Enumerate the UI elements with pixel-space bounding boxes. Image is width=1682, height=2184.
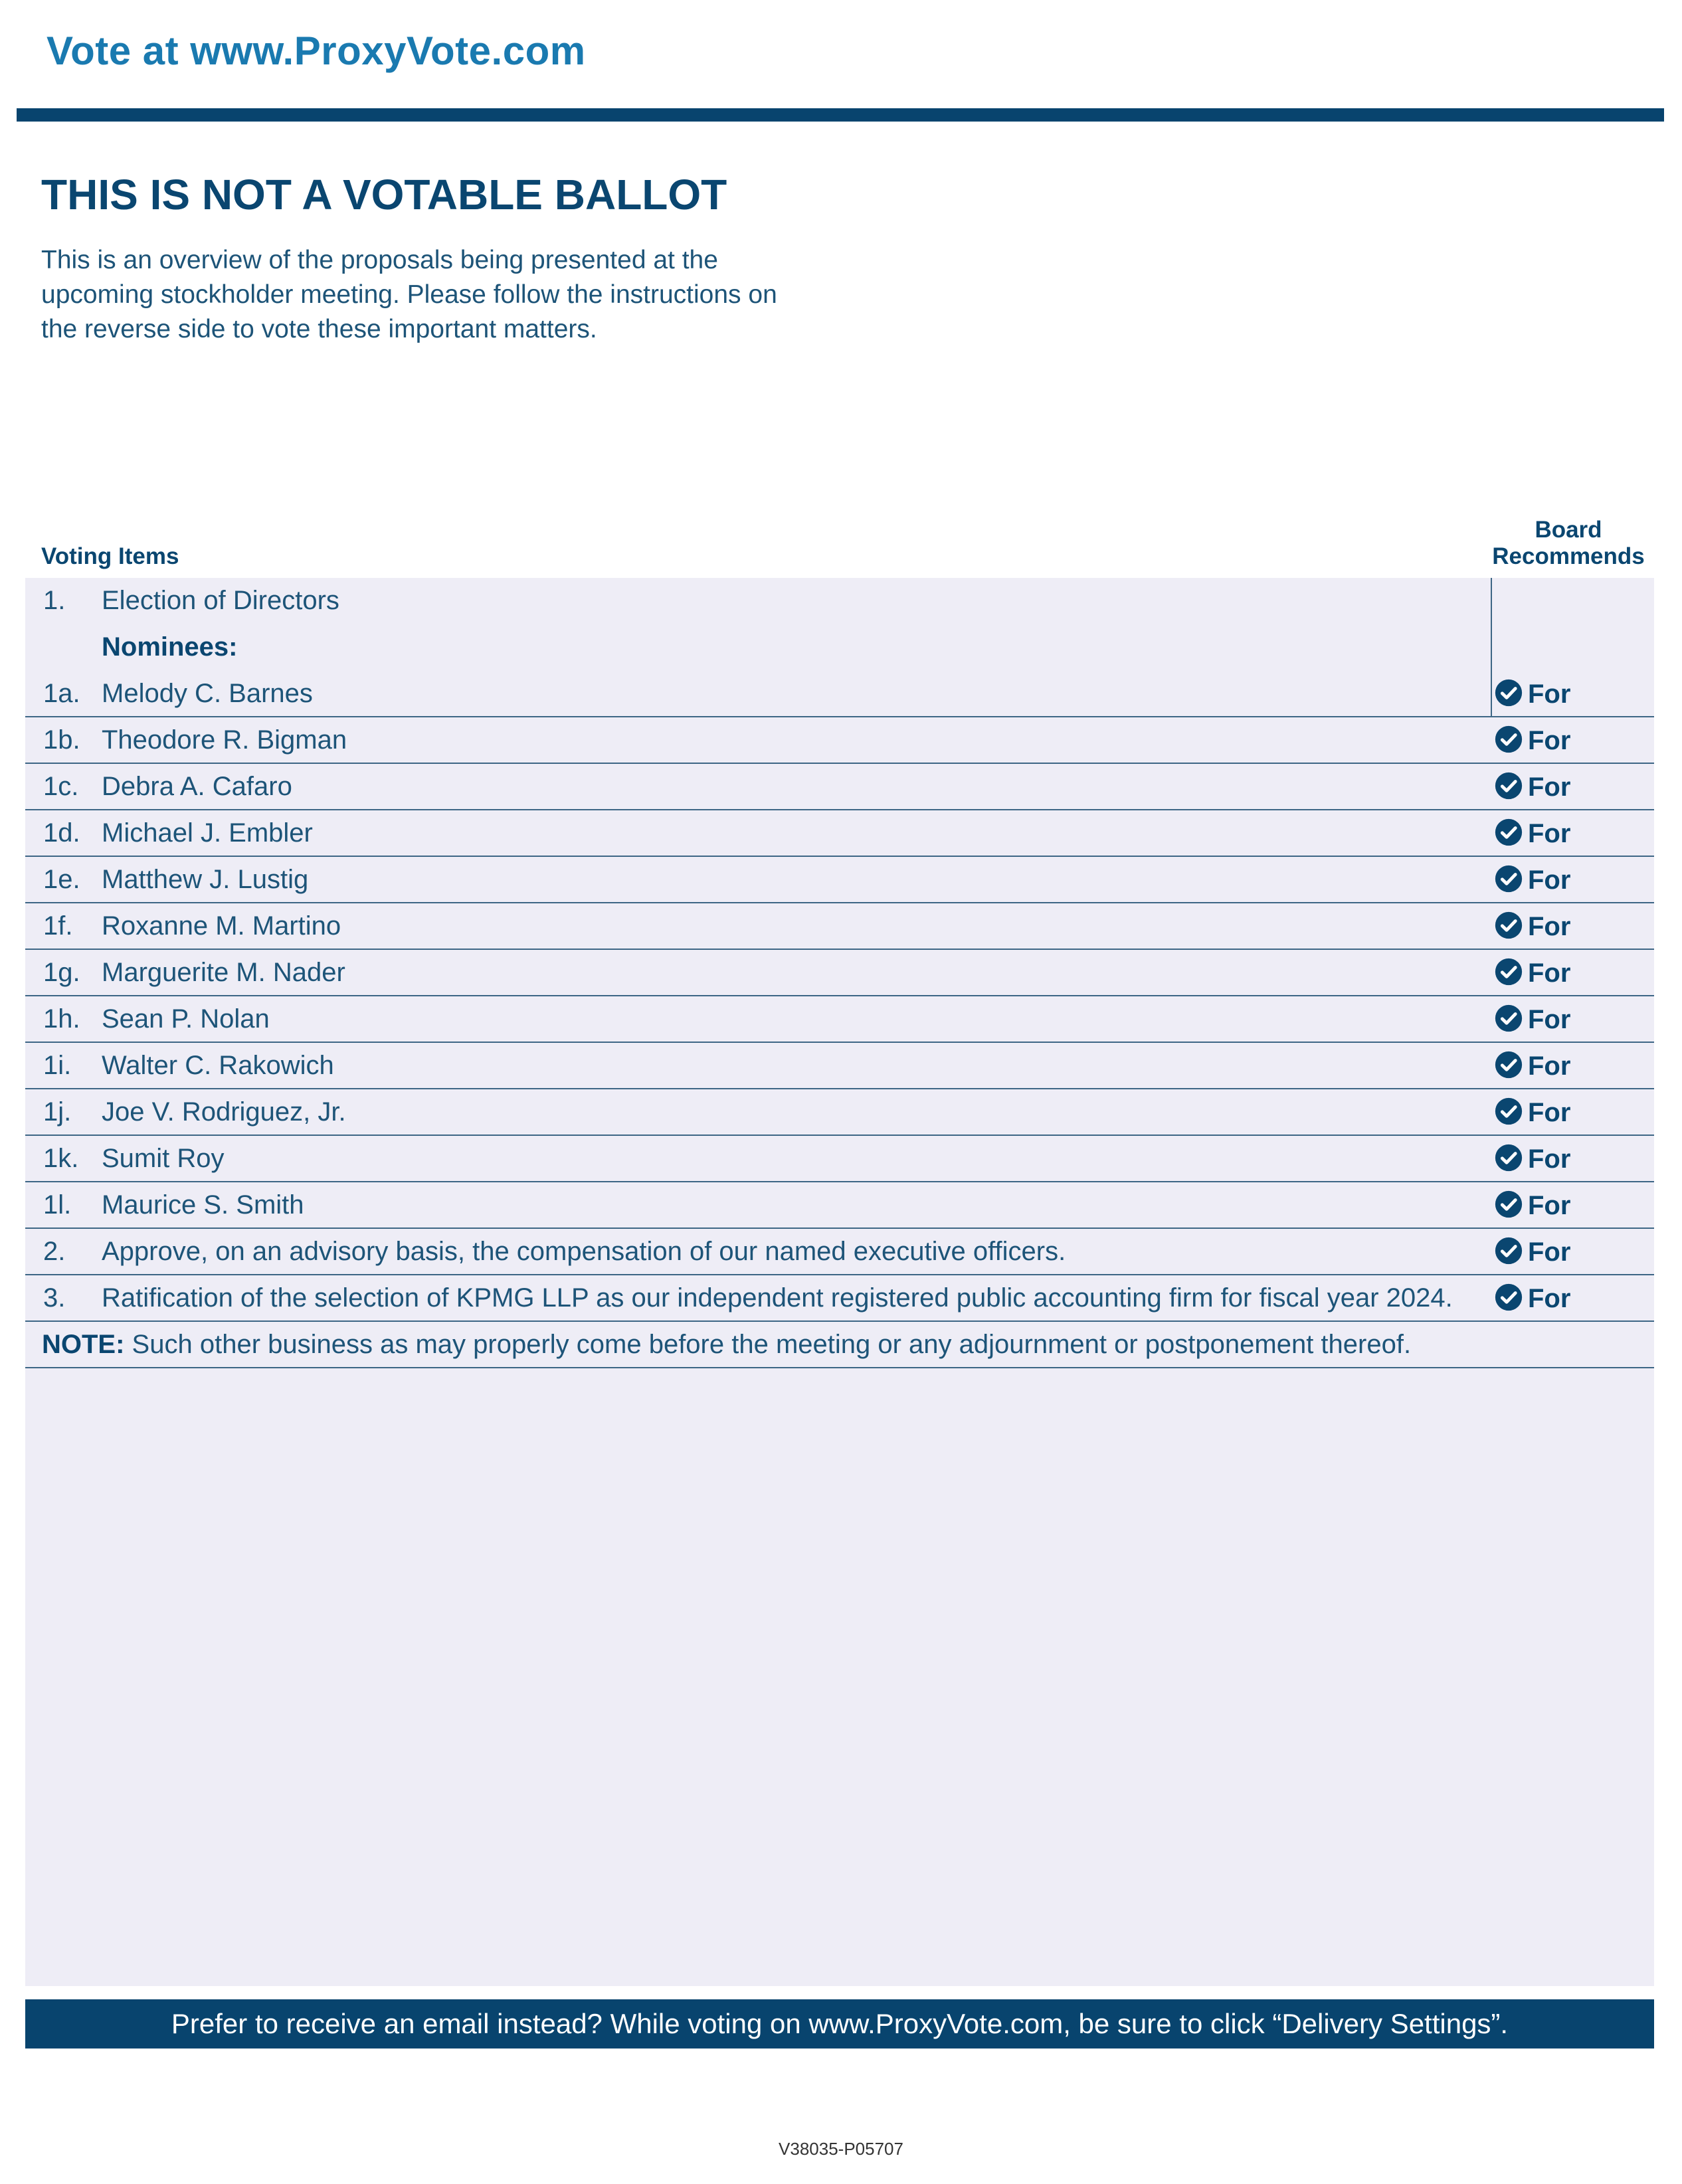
- check-circle-icon: [1495, 725, 1523, 753]
- voting-row: [25, 1043, 1654, 1089]
- voting-row: [25, 717, 1654, 764]
- board-recommendation: [1495, 1144, 1570, 1174]
- item-label: Theodore R. Bigman: [102, 725, 347, 755]
- item-label: Matthew J. Lustig: [102, 865, 309, 894]
- check-circle-icon: [1495, 1237, 1523, 1265]
- item-label: Maurice S. Smith: [102, 1190, 304, 1220]
- check-circle-icon: [1495, 1004, 1523, 1032]
- item-number: 3.: [43, 1283, 66, 1313]
- voting-row: [25, 857, 1654, 903]
- voting-row: [25, 996, 1654, 1043]
- recommendation-text: For: [1528, 773, 1571, 802]
- note-label: NOTE:: [42, 1330, 125, 1359]
- item-label: Sean P. Nolan: [102, 1004, 270, 1034]
- item-number: 1f.: [43, 911, 73, 941]
- check-circle-icon: [1495, 1097, 1523, 1125]
- check-circle-icon: [1495, 958, 1523, 986]
- voting-row: [25, 1182, 1654, 1229]
- delivery-settings-banner: Prefer to receive an email instead? While voting on www.ProxyVote.com, be sure to click “Delivery Settings”.: [25, 1999, 1654, 2048]
- nominees-row: [25, 624, 1654, 671]
- board-recommends-header: [1485, 517, 1651, 570]
- recommendation-text: For: [1528, 726, 1571, 755]
- proposal-row: [25, 578, 1654, 624]
- board-recommendation: [1495, 1097, 1570, 1128]
- check-circle-icon: [1495, 679, 1523, 707]
- recommendation-text: For: [1528, 1191, 1571, 1220]
- intro-line: This is an overview of the proposals being presented at the: [41, 246, 718, 274]
- voting-items-header: Voting Items: [41, 543, 179, 569]
- proxyvote-header-link[interactable]: Vote at www.ProxyVote.com: [47, 29, 586, 73]
- recommendation-text: For: [1528, 865, 1571, 895]
- item-label: Melody C. Barnes: [102, 679, 313, 708]
- recommendation-text: For: [1528, 958, 1571, 988]
- nominees-label: Nominees:: [102, 632, 238, 662]
- recommendation-text: For: [1528, 1144, 1571, 1174]
- note-body: Such other business as may properly come before the meeting or any adjournment or postponement thereof.: [124, 1330, 1412, 1359]
- item-label: Approve, on an advisory basis, the compensation of our named executive officers.: [102, 1237, 1066, 1266]
- voting-row: [25, 903, 1654, 950]
- recommendation-text: For: [1528, 912, 1571, 941]
- item-number: 1l.: [43, 1190, 72, 1220]
- note-text: [42, 1330, 1411, 1360]
- recommendation-text: For: [1528, 1051, 1571, 1081]
- board-recommendation: [1495, 818, 1570, 849]
- item-label: Roxanne M. Martino: [102, 911, 341, 941]
- board-recommendation: [1495, 958, 1570, 988]
- board-recommendation: [1495, 911, 1570, 942]
- board-recommendation: [1495, 1237, 1570, 1267]
- item-label: Walter C. Rakowich: [102, 1051, 334, 1080]
- board-recommendation: [1495, 725, 1570, 756]
- item-number: 1d.: [43, 818, 80, 848]
- voting-row: [25, 764, 1654, 810]
- proposal-label: Election of Directors: [102, 586, 339, 615]
- item-number: 1e.: [43, 865, 80, 894]
- item-number: 1a.: [43, 679, 80, 708]
- item-label: Marguerite M. Nader: [102, 958, 345, 987]
- voting-row: [25, 1089, 1654, 1136]
- board-recommends-line: Recommends: [1492, 543, 1645, 569]
- check-circle-icon: [1495, 772, 1523, 800]
- item-number: 2.: [43, 1237, 66, 1266]
- item-number: 1h.: [43, 1004, 80, 1034]
- voting-row: [25, 1229, 1654, 1275]
- header-divider: [17, 108, 1664, 122]
- voting-row: [25, 1275, 1654, 1322]
- page-title: THIS IS NOT A VOTABLE BALLOT: [41, 171, 727, 219]
- item-label: Michael J. Embler: [102, 818, 313, 848]
- item-number: 1g.: [43, 958, 80, 987]
- note-row: [25, 1322, 1654, 1368]
- check-circle-icon: [1495, 1051, 1523, 1079]
- check-circle-icon: [1495, 865, 1523, 893]
- check-circle-icon: [1495, 1190, 1523, 1218]
- check-circle-icon: [1495, 1144, 1523, 1172]
- board-recommendation: [1495, 1283, 1570, 1314]
- recommendation-text: For: [1528, 1284, 1571, 1313]
- voting-row: [25, 810, 1654, 857]
- item-number: 1b.: [43, 725, 80, 755]
- board-recommendation: [1495, 865, 1570, 895]
- document-code: V38035-P05707: [779, 2139, 903, 2159]
- intro-line: the reverse side to vote these important matters.: [41, 315, 597, 343]
- item-number: 1j.: [43, 1097, 72, 1127]
- item-label: Joe V. Rodriguez, Jr.: [102, 1097, 346, 1127]
- item-number: 1k.: [43, 1144, 79, 1173]
- board-recommendation: [1495, 679, 1570, 709]
- recommendation-text: For: [1528, 680, 1571, 709]
- voting-row: [25, 950, 1654, 996]
- voting-row: [25, 1136, 1654, 1182]
- voting-row: [25, 671, 1654, 717]
- board-recommends-line: Board: [1535, 517, 1602, 543]
- intro-paragraph: [41, 243, 865, 347]
- item-label: Sumit Roy: [102, 1144, 225, 1173]
- item-label: Debra A. Cafaro: [102, 772, 292, 801]
- check-circle-icon: [1495, 911, 1523, 939]
- item-number: 1c.: [43, 772, 79, 801]
- check-circle-icon: [1495, 818, 1523, 846]
- recommendation-text: For: [1528, 1237, 1571, 1267]
- recommendation-text: For: [1528, 1005, 1571, 1034]
- board-recommendation: [1495, 772, 1570, 802]
- board-recommendation: [1495, 1190, 1570, 1221]
- intro-line: upcoming stockholder meeting. Please follow the instructions on: [41, 280, 777, 309]
- recommendation-text: For: [1528, 1098, 1571, 1127]
- proposal-number: 1.: [43, 586, 66, 615]
- item-label: Ratification of the selection of KPMG LLP as our independent registered public accounting firm for fiscal year 2024.: [102, 1283, 1453, 1313]
- item-number: 1i.: [43, 1051, 72, 1080]
- recommendation-text: For: [1528, 819, 1571, 848]
- check-circle-icon: [1495, 1283, 1523, 1311]
- board-recommendation: [1495, 1004, 1570, 1035]
- board-recommendation: [1495, 1051, 1570, 1081]
